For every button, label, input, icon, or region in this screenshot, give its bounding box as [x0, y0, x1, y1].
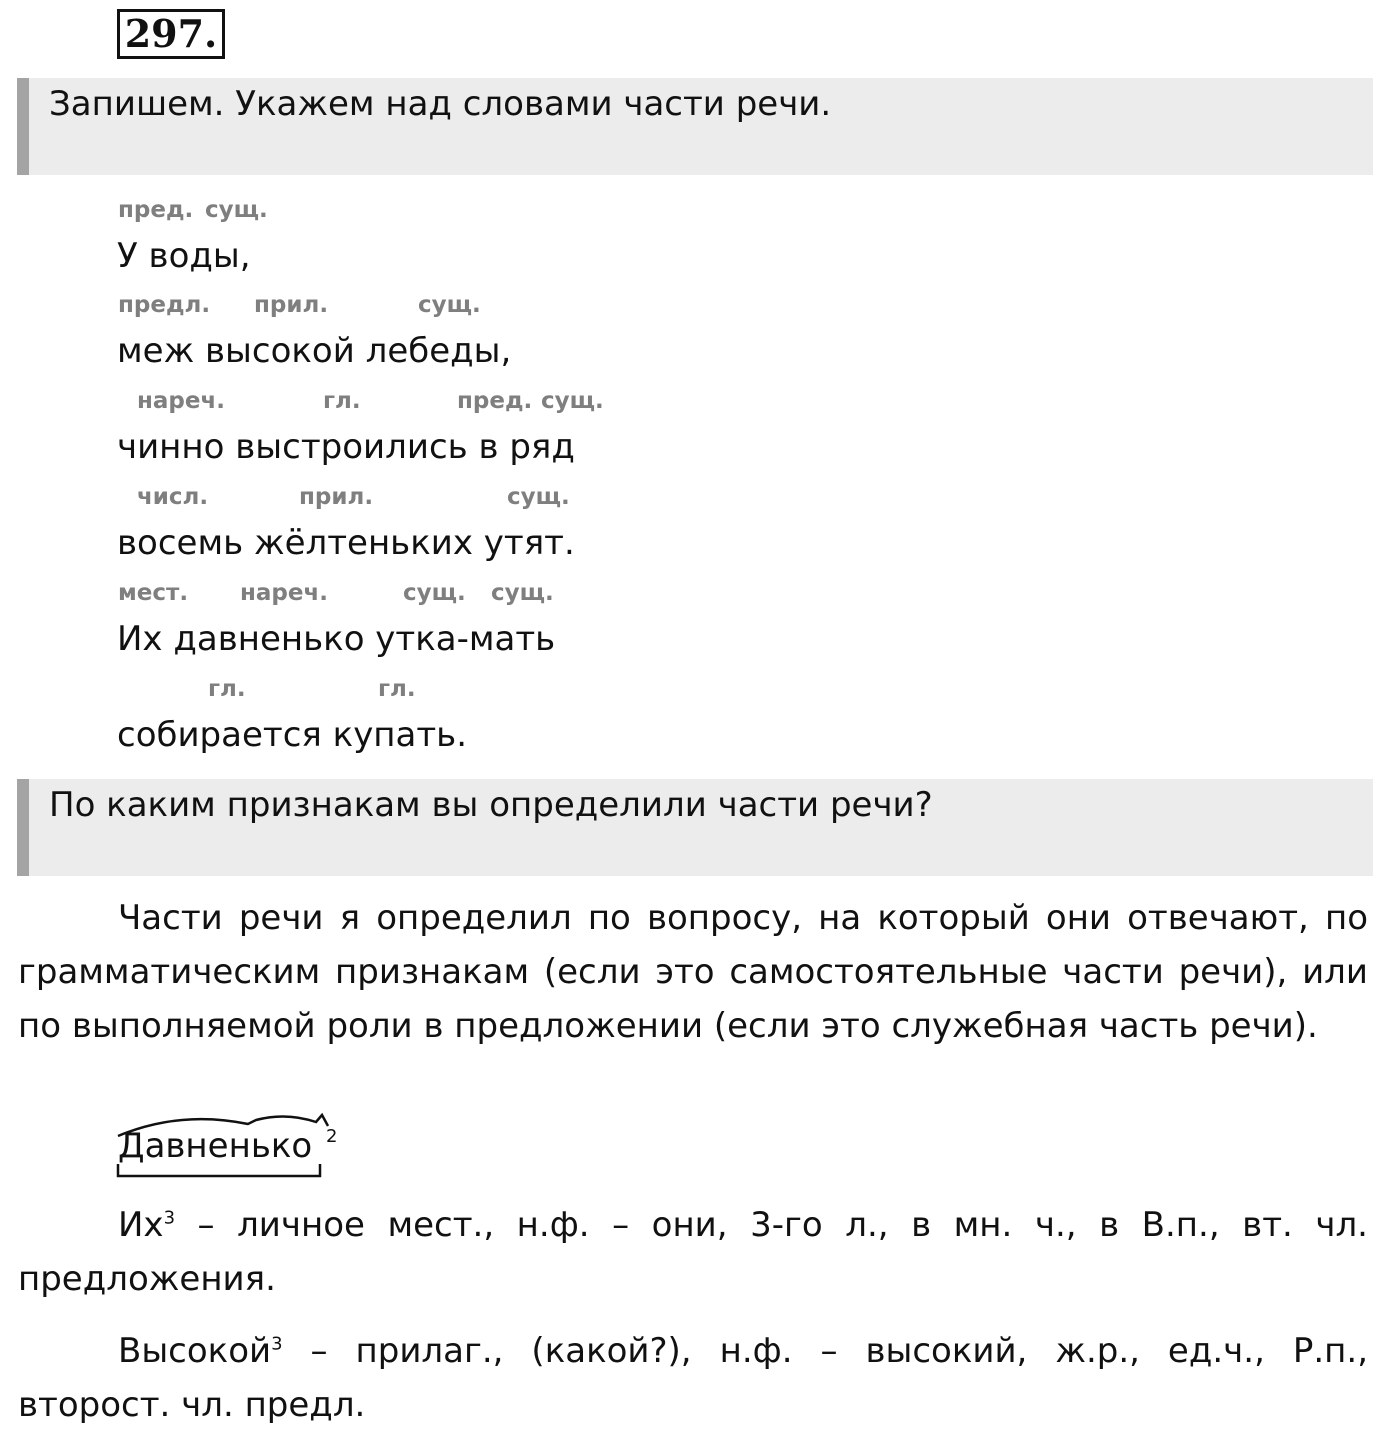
pos-label: гл. — [208, 676, 246, 702]
analysis-word: Высокой — [118, 1331, 272, 1371]
analysis-paragraph-1 — [18, 1198, 1368, 1306]
analysis-paragraph-2 — [18, 1324, 1368, 1432]
pos-label: предл. — [118, 292, 211, 318]
poem-line: чинно выстроились в ряд — [117, 427, 575, 467]
pos-label: нареч. — [240, 580, 329, 606]
pos-label: пред. — [118, 197, 194, 223]
pos-label: гл. — [323, 388, 361, 414]
poem-line: меж высокой лебеды, — [117, 331, 512, 371]
instruction-band-1 — [17, 78, 1373, 175]
analysis-text: – личное мест., н.ф. – они, 3-го л., в мн. ч., в В.п., вт. чл. предложения. — [18, 1205, 1368, 1299]
morphemic-word: Давненько — [118, 1126, 313, 1166]
morphemic-superscript: 2 — [326, 1126, 338, 1147]
poem-line: У воды, — [117, 236, 251, 276]
analysis-superscript: 3 — [163, 1207, 176, 1229]
answer-paragraph: Части речи я определил по вопросу, на который они отвечают, по грамматическим признакам (если это самостоятельные части речи), или по выполняемой роли в предложении (если это служебная часть речи). — [18, 898, 1368, 1046]
analysis-superscript: 3 — [271, 1333, 283, 1355]
poem-line: восемь жёлтеньких утят. — [117, 523, 575, 563]
pos-label: пред. — [457, 388, 533, 414]
pos-label: мест. — [118, 580, 189, 606]
analysis-text: – прилаг., (какой?), н.ф. – высокий, ж.р., ед.ч., Р.п., второст. чл. предл. — [18, 1331, 1368, 1425]
pos-label: прил. — [254, 292, 329, 318]
task-number: 297. — [117, 9, 225, 59]
pos-label: сущ. — [205, 197, 268, 223]
poem-line: Их давненько утка-мать — [117, 619, 556, 659]
pos-label: гл. — [378, 676, 416, 702]
pos-label: прил. — [299, 484, 374, 510]
instruction-band-2 — [17, 779, 1373, 876]
pos-label: сущ. — [403, 580, 466, 606]
instruction-1-text: Запишем. Укажем над словами части речи. — [49, 84, 832, 124]
morphemic-analysis — [110, 1112, 350, 1182]
poem-line: собирается купать. — [117, 715, 468, 755]
analysis-word: Их — [118, 1205, 164, 1245]
pos-label: сущ. — [491, 580, 554, 606]
pos-label: сущ. — [418, 292, 481, 318]
instruction-2-text: По каким признакам вы определили части речи? — [49, 785, 933, 825]
pos-label: числ. — [137, 484, 209, 510]
pos-label: сущ. — [541, 388, 604, 414]
pos-label: нареч. — [137, 388, 226, 414]
pos-label: сущ. — [507, 484, 570, 510]
